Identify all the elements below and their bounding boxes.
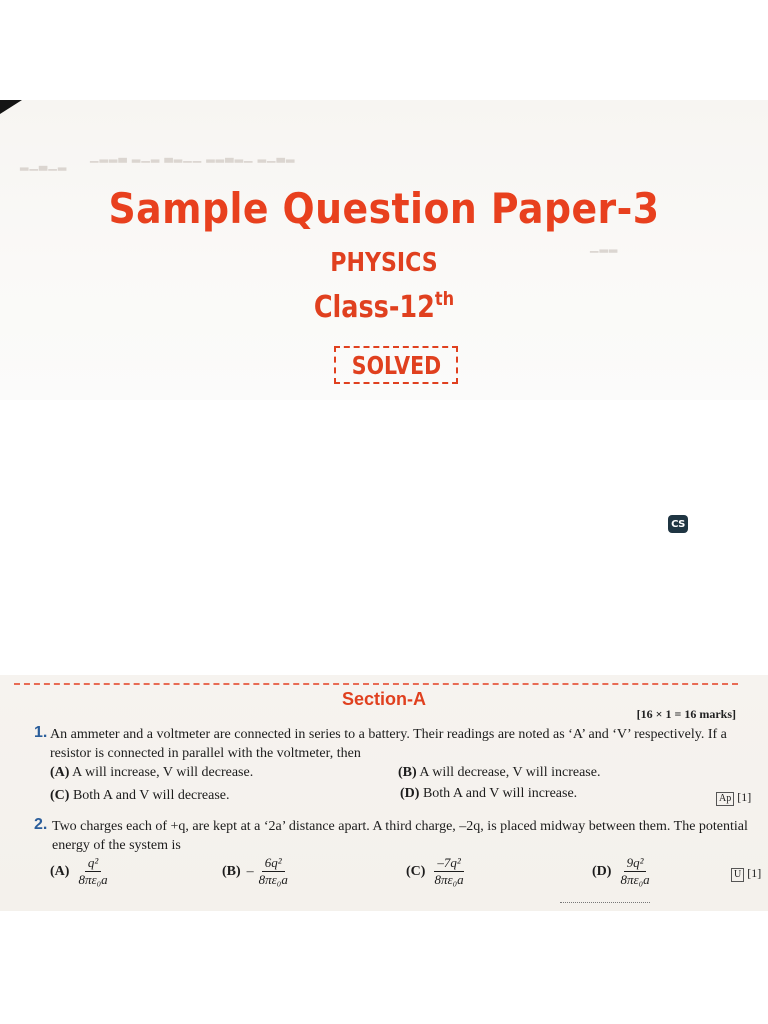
subject-title: PHYSICS bbox=[330, 248, 438, 278]
bleed-through-text: ▁▂▂ bbox=[590, 241, 619, 253]
option-label: (D) bbox=[400, 786, 420, 801]
cover-page-scan bbox=[0, 100, 768, 400]
option-label: (A) bbox=[50, 765, 70, 780]
solved-label: SOLVED bbox=[351, 350, 441, 380]
question-mark: [1] bbox=[737, 790, 752, 804]
cut-off-text-edge bbox=[560, 902, 650, 909]
fraction-denominator: 8πε₀a bbox=[620, 872, 650, 887]
solved-stamp bbox=[334, 346, 458, 384]
option-text: A will increase, V will decrease. bbox=[72, 765, 254, 780]
section-title: Section-A bbox=[341, 689, 426, 709]
option-label: (C) bbox=[50, 788, 70, 803]
option-c bbox=[406, 855, 467, 888]
option-b bbox=[398, 765, 600, 781]
option-sign: – bbox=[246, 863, 254, 879]
option-a bbox=[50, 855, 111, 888]
question-text: An ammeter and a voltmeter are connected in series to a battery. Their readings are noted as ‘A’ and ‘V’ respectively. If a resistor is connected in parallel with the voltmeter, then bbox=[50, 727, 727, 761]
question-tag bbox=[716, 790, 751, 806]
fraction-numerator: 9q² bbox=[624, 855, 647, 872]
tag-box: U bbox=[731, 868, 744, 882]
option-label: (D) bbox=[592, 863, 612, 879]
question-tag bbox=[731, 866, 761, 882]
option-c bbox=[50, 788, 230, 804]
fraction-numerator: –7q² bbox=[434, 855, 463, 872]
option-text: Both A and V will increase. bbox=[422, 786, 578, 801]
fraction bbox=[75, 855, 110, 888]
option-label: (B) bbox=[398, 765, 417, 780]
option-label: (B) bbox=[222, 863, 241, 879]
fraction bbox=[431, 855, 466, 888]
question-text: Two charges each of +q, are kept at a ‘2a’ distance apart. A third charge, –2q, is placed midway between them. The potential energy of the system is bbox=[52, 819, 748, 853]
section-marks: [16 × 1 = 16 marks] bbox=[636, 707, 736, 721]
class-title bbox=[58, 288, 711, 325]
camscanner-badge-icon: CS bbox=[668, 515, 688, 533]
question-mark: [1] bbox=[747, 866, 762, 880]
question-number: 1. bbox=[34, 724, 48, 741]
class-superscript: th bbox=[434, 288, 455, 310]
fraction-numerator: 6q² bbox=[262, 855, 285, 872]
fraction bbox=[617, 855, 652, 888]
bleed-through-text: ▁▂▂▃ ▂▁▂ ▃▂▁▁ ▂▂▃▂▁ ▂▁▃▂ bbox=[90, 151, 296, 163]
fraction-denominator: 8πε₀a bbox=[434, 872, 464, 887]
option-b bbox=[222, 855, 291, 888]
bleed-through-text: ▂▁▃▁▂ bbox=[20, 159, 68, 171]
class-label: Class-12 bbox=[313, 290, 435, 325]
option-text: Both A and V will decrease. bbox=[72, 788, 230, 803]
option-a bbox=[50, 765, 253, 781]
paper-title: Sample Question Paper-3 bbox=[108, 184, 660, 233]
question-number: 2. bbox=[34, 816, 48, 833]
fraction-denominator: 8πε₀a bbox=[258, 872, 288, 887]
option-d bbox=[400, 786, 577, 802]
option-label: (A) bbox=[50, 863, 70, 879]
corner-mark bbox=[0, 100, 22, 114]
fraction-numerator: q² bbox=[85, 855, 101, 872]
fraction bbox=[256, 855, 291, 888]
option-label: (C) bbox=[406, 863, 426, 879]
tag-box: Ap bbox=[716, 792, 734, 806]
fraction-denominator: 8πε₀a bbox=[78, 872, 108, 887]
option-text: A will decrease, V will increase. bbox=[419, 765, 601, 780]
option-d bbox=[592, 855, 653, 888]
question-paper-scan bbox=[0, 675, 768, 911]
dashed-divider bbox=[14, 683, 738, 685]
